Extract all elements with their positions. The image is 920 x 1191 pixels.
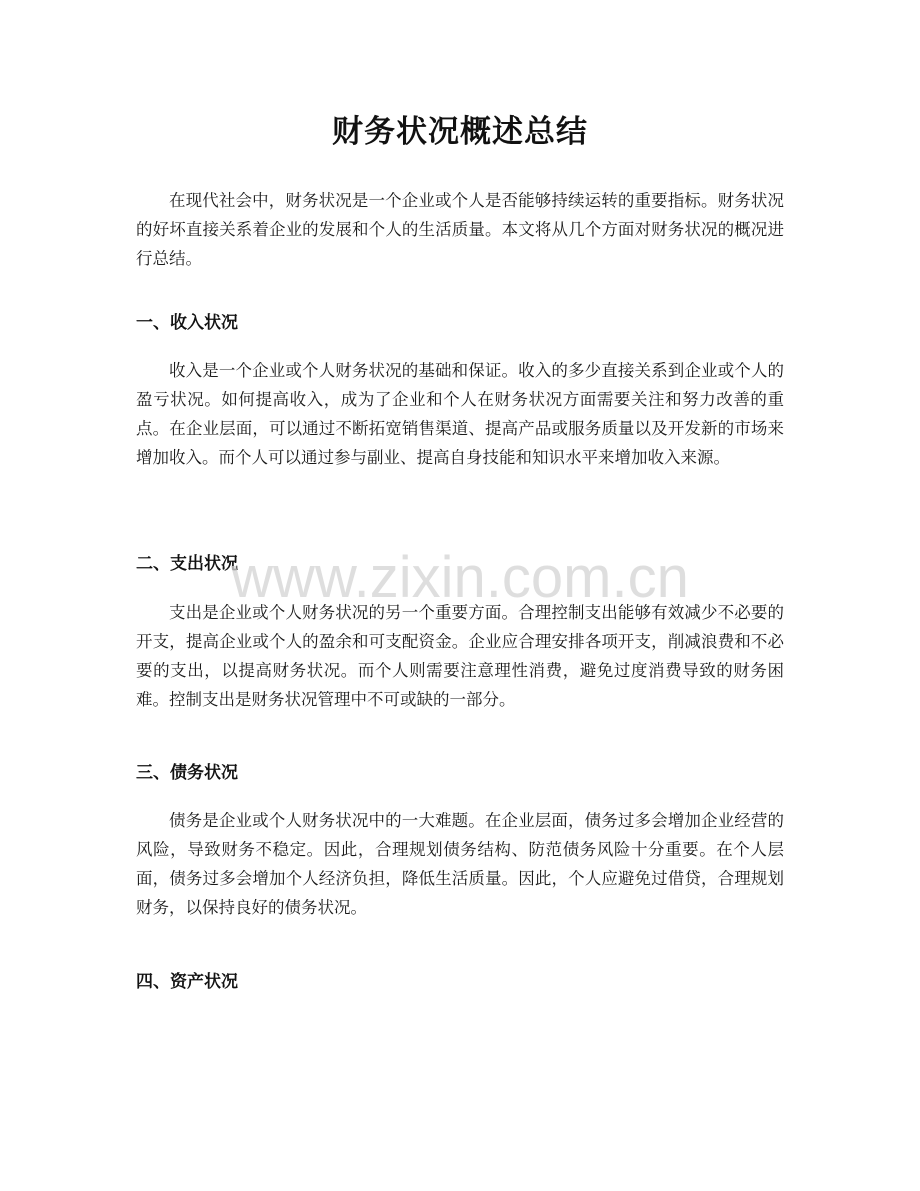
section-heading-income: 一、收入状况 [136, 313, 238, 333]
section-heading-expenses: 二、支出状况 [136, 554, 238, 574]
section-heading-assets: 四、资产状况 [136, 972, 238, 992]
document-title: 财务状况概述总结 [332, 114, 588, 150]
section-body-income: 收入是一个企业或个人财务状况的基础和保证。收入的多少直接关系到企业或个人的盈亏状况。如何提高收入，成为了企业和个人在财务状况方面需要关注和努力改善的重点。在企业层面，可以通过不断拓宽销售渠道、提高产品或服务质量以及开发新的市场来增加收入。而个人可以通过参与副业、提高自身技能和知识水平来增加收入来源。 [136, 361, 784, 467]
section-heading-debt: 三、债务状况 [136, 763, 238, 783]
intro-paragraph: 在现代社会中，财务状况是一个企业或个人是否能够持续运转的重要指标。财务状况的好坏直接关系着企业的发展和个人的生活质量。本文将从几个方面对财务状况的概况进行总结。 [136, 191, 784, 268]
watermark-text: www.zixin.com.cn [231, 545, 689, 610]
section-body-expenses: 支出是企业或个人财务状况的另一个重要方面。合理控制支出能够有效减少不必要的开支，提高企业或个人的盈余和可支配资金。企业应合理安排各项开支，削减浪费和不必要的支出，以提高财务状况。而个人则需要注意理性消费，避免过度消费导致的财务困难。控制支出是财务状况管理中不可或缺的一部分。 [136, 603, 784, 709]
section-body-debt: 债务是企业或个人财务状况中的一大难题。在企业层面，债务过多会增加企业经营的风险，导致财务不稳定。因此，合理规划债务结构、防范债务风险十分重要。在个人层面，债务过多会增加个人经济负担，降低生活质量。因此，个人应避免过借贷，合理规划财务，以保持良好的债务状况。 [136, 811, 784, 917]
